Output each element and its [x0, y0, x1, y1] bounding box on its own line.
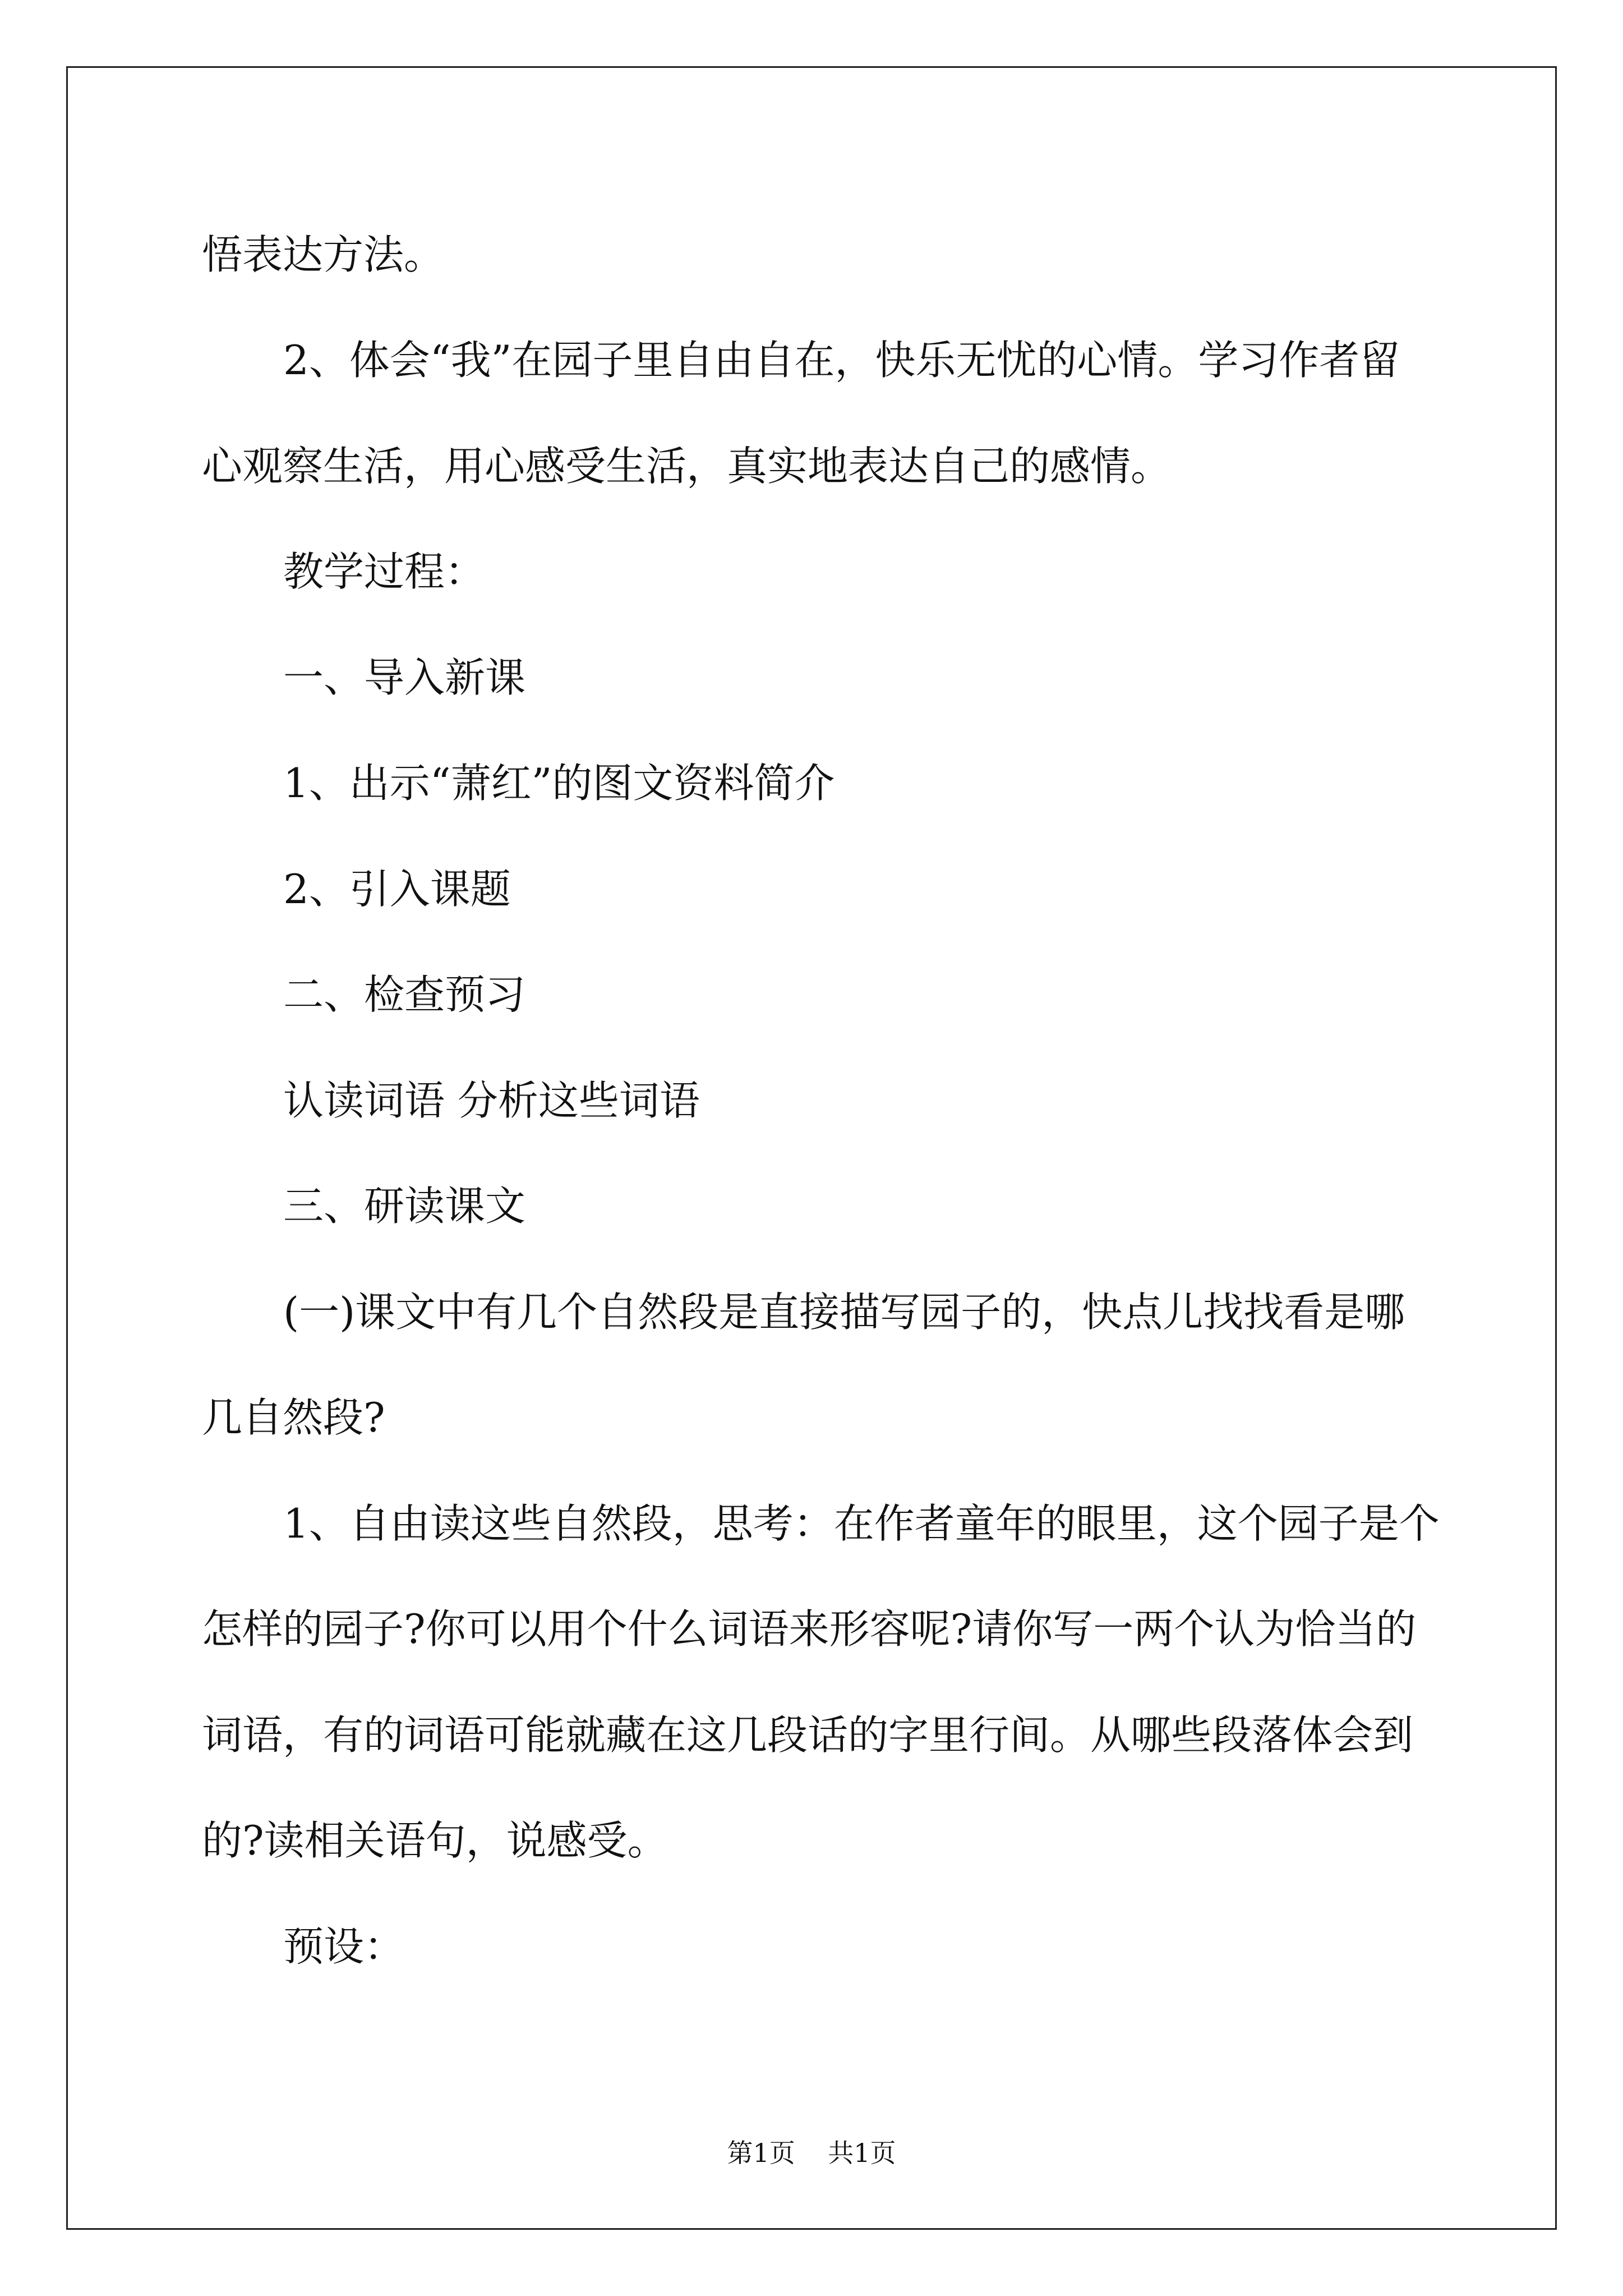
text-line: 几自然段? — [202, 1394, 385, 1441]
page-footer: 第1页 共1页 — [727, 2138, 896, 2168]
text-line: 教学过程： — [283, 548, 486, 595]
text-line: 1、自由读这些自然段，思考：在作者童年的眼里，这个园子是个 — [283, 1500, 1440, 1547]
document-body — [202, 0, 1440, 2296]
text-line: 1、出示“萧红”的图文资料简介 — [283, 760, 835, 807]
text-line: 认读词语 分析这些词语 — [283, 1077, 700, 1124]
text-line: 悟表达方法。 — [202, 231, 445, 278]
text-line: 预设： — [283, 1923, 405, 1970]
text-line: 心观察生活，用心感受生活，真实地表达自己的感情。 — [202, 443, 1172, 490]
text-line: 二、检查预习 — [283, 971, 526, 1018]
text-line: 怎样的园子?你可以用个什么词语来形容呢?请你写一两个认为恰当的 — [202, 1605, 1417, 1653]
text-line: 2、引入课题 — [283, 866, 511, 913]
text-line: 词语，有的词语可能就藏在这几段话的字里行间。从哪些段落体会到 — [202, 1711, 1414, 1759]
text-line: 2、体会“我”在园子里自由自在，快乐无忧的心情。学习作者留 — [283, 337, 1400, 384]
text-line: 三、研读课文 — [283, 1182, 526, 1230]
text-line: 的?读相关语句，说感受。 — [202, 1817, 668, 1864]
text-line: 一、导入新课 — [283, 654, 526, 701]
text-line: (一)课文中有几个自然段是直接描写园子的，快点儿找找看是哪 — [283, 1289, 1405, 1336]
